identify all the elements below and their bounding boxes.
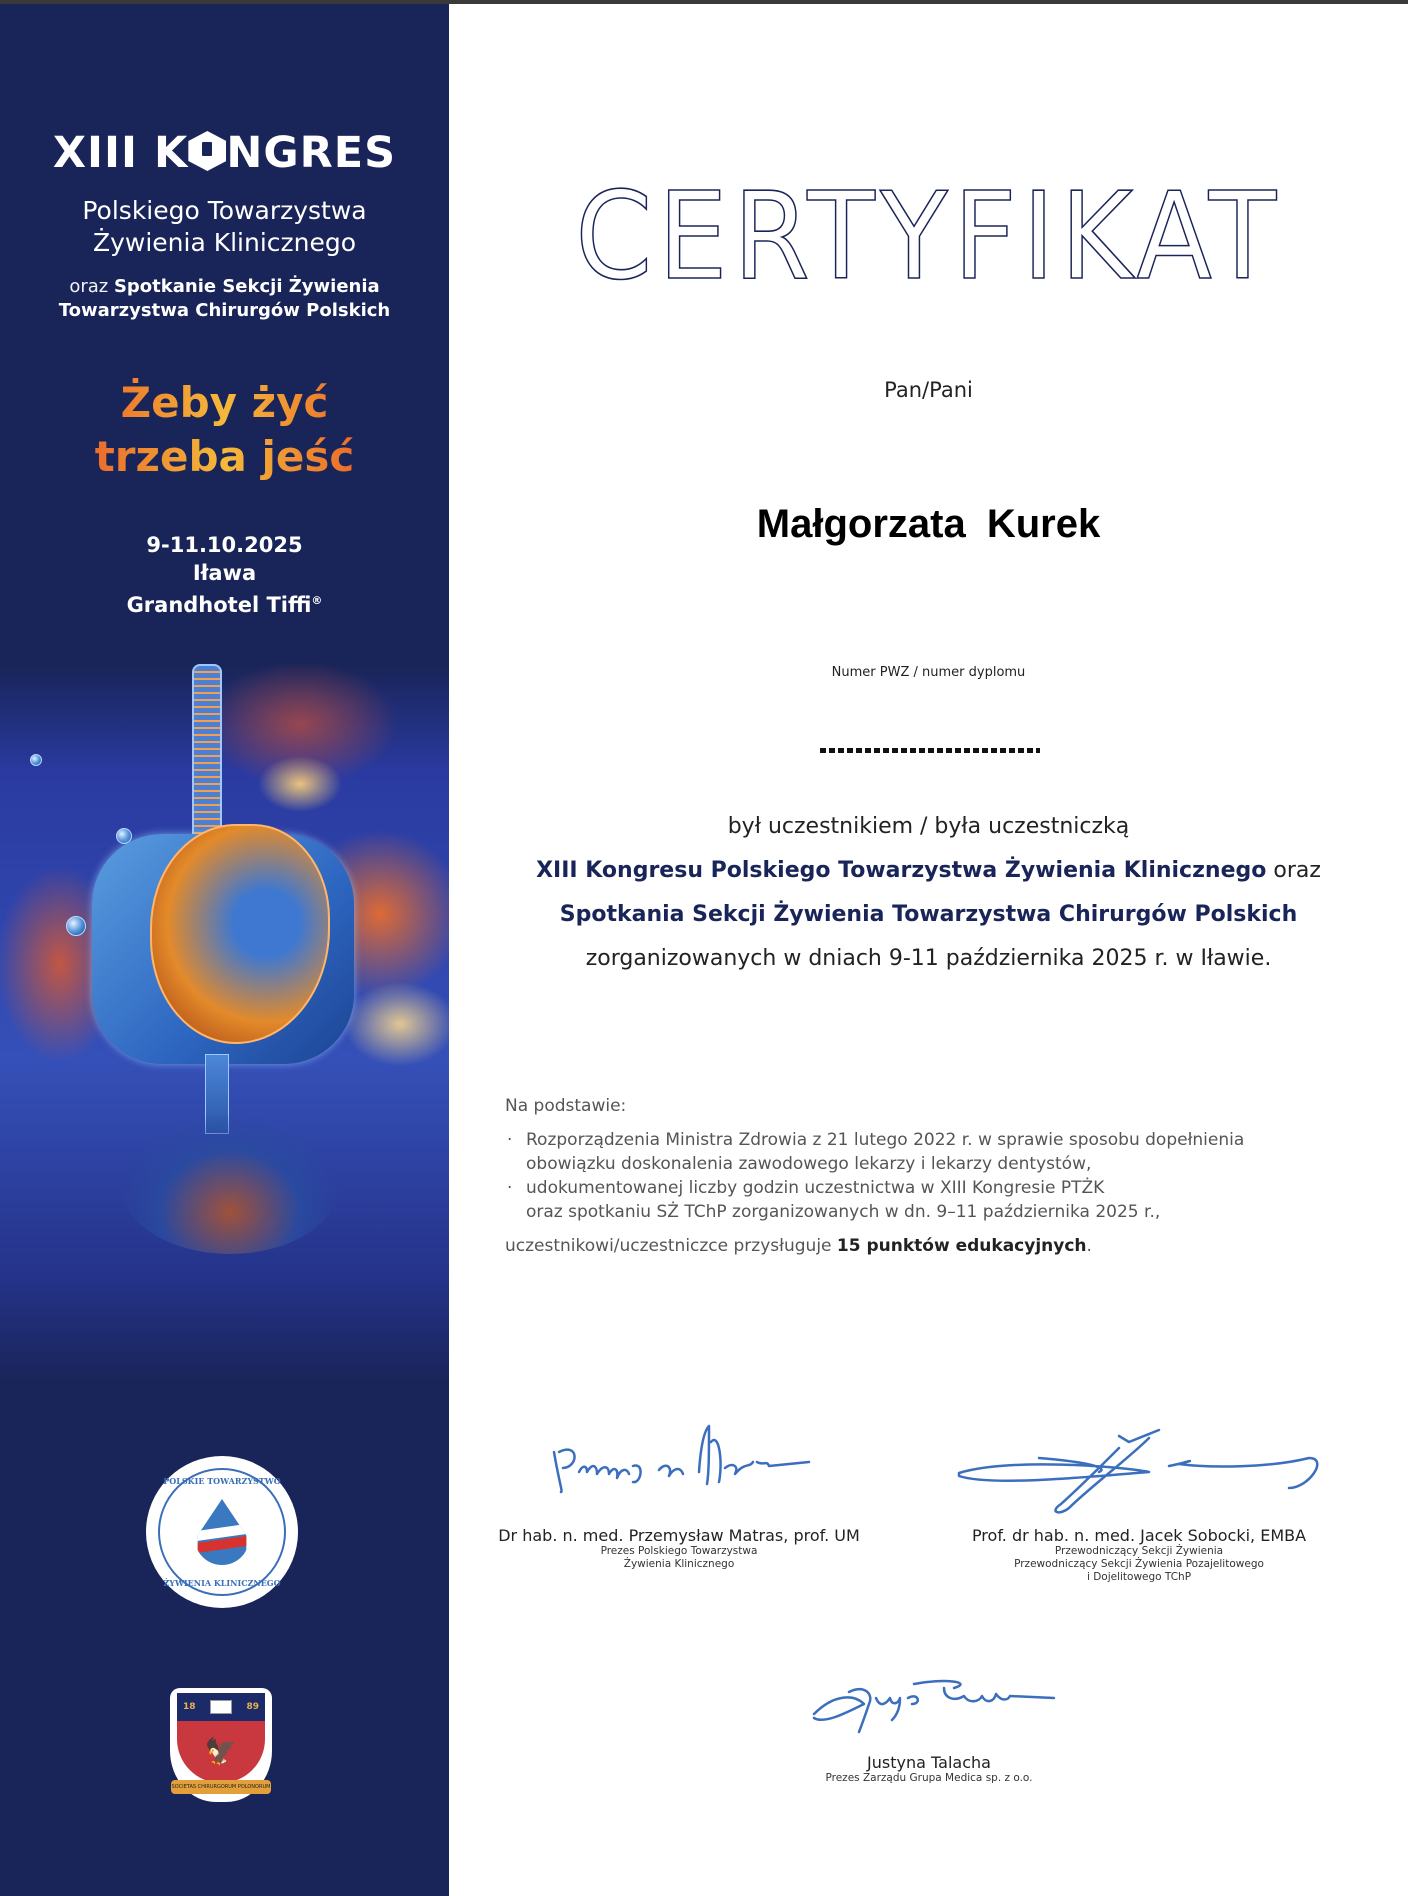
registered-mark: ® xyxy=(311,594,323,607)
event-date: 9-11.10.2025 xyxy=(146,533,303,557)
crest-year-right: 89 xyxy=(246,1702,259,1712)
meeting-line-1: Spotkanie Sekcji Żywienia xyxy=(113,276,380,297)
subtitle-line-1: Polskiego Towarzystwa xyxy=(82,196,367,225)
meeting-prefix: oraz xyxy=(69,276,114,297)
points-award xyxy=(505,1234,1365,1258)
award-suffix: . xyxy=(1086,1236,1092,1256)
meeting-subtitle xyxy=(0,275,449,323)
certificate-title xyxy=(487,168,1369,307)
certificate-title-text: CERTYFIKAT xyxy=(575,168,1282,307)
congress-title-suffix: NGRES xyxy=(226,128,397,178)
signature-matras xyxy=(549,1422,819,1502)
award-points: 15 punktów edukacyjnych xyxy=(836,1236,1087,1256)
congress-title-prefix: XIII K xyxy=(52,128,189,178)
eagle-shield-icon: 🦅 xyxy=(177,1721,265,1783)
legal-basis-list xyxy=(505,1128,1365,1224)
signature-sobocki xyxy=(949,1428,1329,1518)
event-city: Iława xyxy=(192,561,257,585)
signatory-name: Justyna Talacha xyxy=(867,1753,991,1772)
hexagon-logo-icon xyxy=(188,131,226,171)
subtitle-line-2: Żywienia Klinicznego xyxy=(92,228,357,257)
salutation: Pan/Pani xyxy=(884,378,973,402)
legal-basis-item xyxy=(505,1128,1365,1176)
crest-year-left: 18 xyxy=(183,1702,196,1712)
signatory-role: Przewodniczący Sekcji Żywienia xyxy=(1054,1545,1224,1557)
signature-talacha xyxy=(804,1674,1064,1734)
logo-text-bottom: ŻYWIENIA KLINICZNEGO xyxy=(163,1578,281,1588)
slogan-line-2: trzeba jeść xyxy=(94,432,355,481)
legal-basis-item-line: obowiązku doskonalenia zawodowego lekarzy i lekarzy dentystów, xyxy=(526,1154,1092,1174)
bubble-icon xyxy=(66,916,86,936)
signature-block-sobocki xyxy=(939,1526,1339,1584)
ptzk-society-logo xyxy=(146,1456,298,1608)
signatory-role: i Dojelitowego TChP xyxy=(1086,1571,1192,1583)
signatory-role: Żywienia Klinicznego xyxy=(623,1558,735,1570)
signatory-role: Prezes Polskiego Towarzystwa xyxy=(600,1545,758,1557)
signatory-name: Dr hab. n. med. Przemysław Matras, prof. UM xyxy=(498,1526,860,1545)
award-prefix: uczestnikowi/uczestniczce przysługuje xyxy=(505,1236,837,1256)
congress-sidebar xyxy=(0,4,449,1896)
crest-motto-ribbon: SOCIETAS CHIRURGORUM POLONORUM xyxy=(171,1780,271,1794)
congress-name: XIII Kongresu Polskiego Towarzystwa Żywienia Klinicznego xyxy=(536,858,1267,883)
event-info xyxy=(0,531,449,619)
participation-statement xyxy=(449,805,1408,981)
pwz-number-placeholder xyxy=(820,748,1040,753)
organized-line: zorganizowanych w dniach 9-11 października 2025 r. w Iławie. xyxy=(585,946,1272,971)
legal-basis-item-line: oraz spotkaniu SŻ TChP zorganizowanych w dn. 9–11 października 2025 r., xyxy=(526,1202,1161,1222)
legal-basis-heading: Na podstawie: xyxy=(505,1096,627,1116)
legal-basis-item-line: · udokumentowanej liczby godzin uczestnictwa w XIII Kongresie PTŻK xyxy=(526,1178,1105,1198)
tchp-crest-logo xyxy=(170,1688,272,1802)
slogan-line-1: Żeby żyć xyxy=(120,378,329,427)
slogan xyxy=(0,376,449,484)
water-drop-flag-icon xyxy=(195,1499,249,1565)
stomach-reflection xyxy=(120,1114,340,1254)
legal-basis xyxy=(505,1094,1365,1258)
open-book-icon xyxy=(210,1700,232,1714)
recipient-name: Małgorzata Kurek xyxy=(756,502,1101,546)
crest-header xyxy=(177,1693,265,1721)
pwz-label: Numer PWZ / numer dyplomu xyxy=(831,665,1026,680)
certificate-body xyxy=(449,4,1408,1896)
signatory-role: Przewodniczący Sekcji Żywienia Pozajelitowego xyxy=(1014,1558,1264,1570)
congress-line xyxy=(449,849,1408,893)
legal-basis-item xyxy=(505,1176,1365,1224)
logo-text-top: POLSKIE TOWARZYSTWO xyxy=(163,1476,281,1486)
signatory-role: Prezes Zarządu Grupa Medica sp. z o.o. xyxy=(825,1772,1033,1784)
legal-basis-item-line: · Rozporządzenia Ministra Zdrowia z 21 lutego 2022 r. w sprawie sposobu dopełnienia xyxy=(526,1130,1245,1150)
signature-block-talacha xyxy=(729,1753,1129,1785)
signatory-name: Prof. dr hab. n. med. Jacek Sobocki, EMBA xyxy=(971,1526,1307,1545)
participation-line: był uczestnikiem / była uczestniczką xyxy=(727,814,1130,839)
congress-subtitle xyxy=(0,195,449,259)
meeting-line-2: Towarzystwa Chirurgów Polskich xyxy=(58,300,391,321)
congress-title xyxy=(0,128,449,178)
congress-connector: oraz xyxy=(1266,858,1321,883)
bubble-icon xyxy=(30,754,42,766)
esophagus-tube xyxy=(192,664,222,844)
logo-ring xyxy=(158,1468,286,1596)
meeting-name: Spotkania Sekcji Żywienia Towarzystwa Chirurgów Polskich xyxy=(559,902,1298,927)
signature-block-matras xyxy=(489,1526,869,1571)
event-venue: Grandhotel Tiffi xyxy=(126,593,312,617)
stomach-illustration xyxy=(0,664,449,1384)
